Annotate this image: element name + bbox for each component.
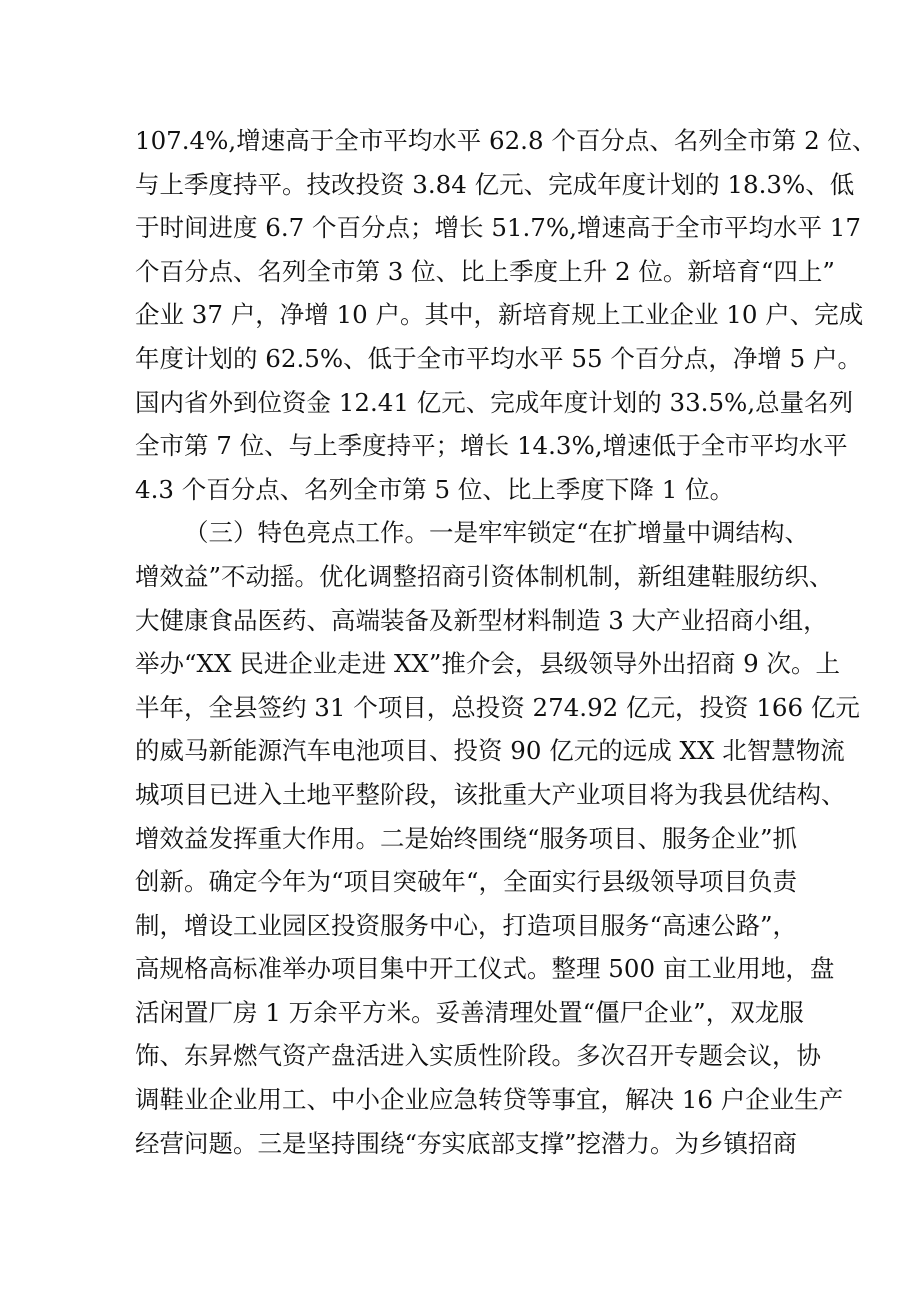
text-line: 增效益”不动摇。优化调整招商引资体制机制，新组建鞋服纺织、 [135,561,834,591]
text-line: 城项目已进入土地平整阶段，该批重大产业项目将为我县优结构、 [135,779,846,809]
text-line: 于时间进度 6.7 个百分点；增长 51.7%,增速高于全市平均水平 17 [135,213,861,243]
text-line: 的威马新能源汽车电池项目、投资 90 亿元的远成 XX 北智慧物流 [135,736,845,766]
text-line: 经营问题。三是坚持围绕“夯实底部支撑”挖潜力。为乡镇招商 [135,1128,798,1158]
text-line: 半年，全县签约 31 个项目，总投资 274.92 亿元，投资 166 亿元 [135,692,860,722]
text-line: 创新。确定今年为“项目突破年“，全面实行县级领导项目负责 [135,867,798,897]
paragraph-investment-stats [135,119,877,511]
text-line: 4.3 个百分点、名列全市第 5 位、比上季度下降 1 位。 [135,474,735,504]
text-line: 107.4%,增速高于全市平均水平 62.8 个百分点、名列全市第 2 位、 [135,126,877,155]
text-line: 饰、东昇燃气资产盘活进入实质性阶段。多次召开专题会议，协 [135,1041,821,1071]
text-line: 全市第 7 位、与上季度持平；增长 14.3%,增速低于全市平均水平 [135,431,848,461]
text-line: 调鞋业企业用工、中小企业应急转贷等事宜，解决 16 户企业生产 [135,1085,844,1115]
text-line: 高规格高标准举办项目集中开工仪式。整理 500 亩工业用地，盘 [135,954,835,984]
text-line: 国内省外到位资金 12.41 亿元、完成年度计划的 33.5%,总量名列 [135,387,854,417]
text-line: 年度计划的 62.5%、低于全市平均水平 55 个百分点，净增 5 户。 [135,343,863,373]
text-line: 增效益发挥重大作用。二是始终围绕“服务项目、服务企业”抓 [135,823,798,853]
text-line: 企业 37 户，净增 10 户。其中，新培育规上工业企业 10 户、完成 [135,300,864,330]
text-line: 大健康食品医药、高端装备及新型材料制造 3 大产业招商小组， [135,605,828,635]
paragraph-highlights [135,511,860,1165]
text-line: 举办“XX 民进企业走进 XX”推介会，县级领导外出招商 9 次。上 [135,649,841,679]
text-line: 制，增设工业园区投资服务中心，打造项目服务“高速公路”， [135,910,798,940]
text-line: 个百分点、名列全市第 3 位、比上季度上升 2 位。新培育“四上” [135,256,835,286]
text-line: 与上季度持平。技改投资 3.84 亿元、完成年度计划的 18.3%、低 [135,169,855,199]
section-heading-line: （三）特色亮点工作。一是牢牢锁定“在扩增量中调结构、 [184,518,810,548]
document-body [135,119,877,1165]
text-line: 活闲置厂房 1 万余平方米。妥善清理处置“僵尸企业”，双龙服 [135,997,804,1027]
